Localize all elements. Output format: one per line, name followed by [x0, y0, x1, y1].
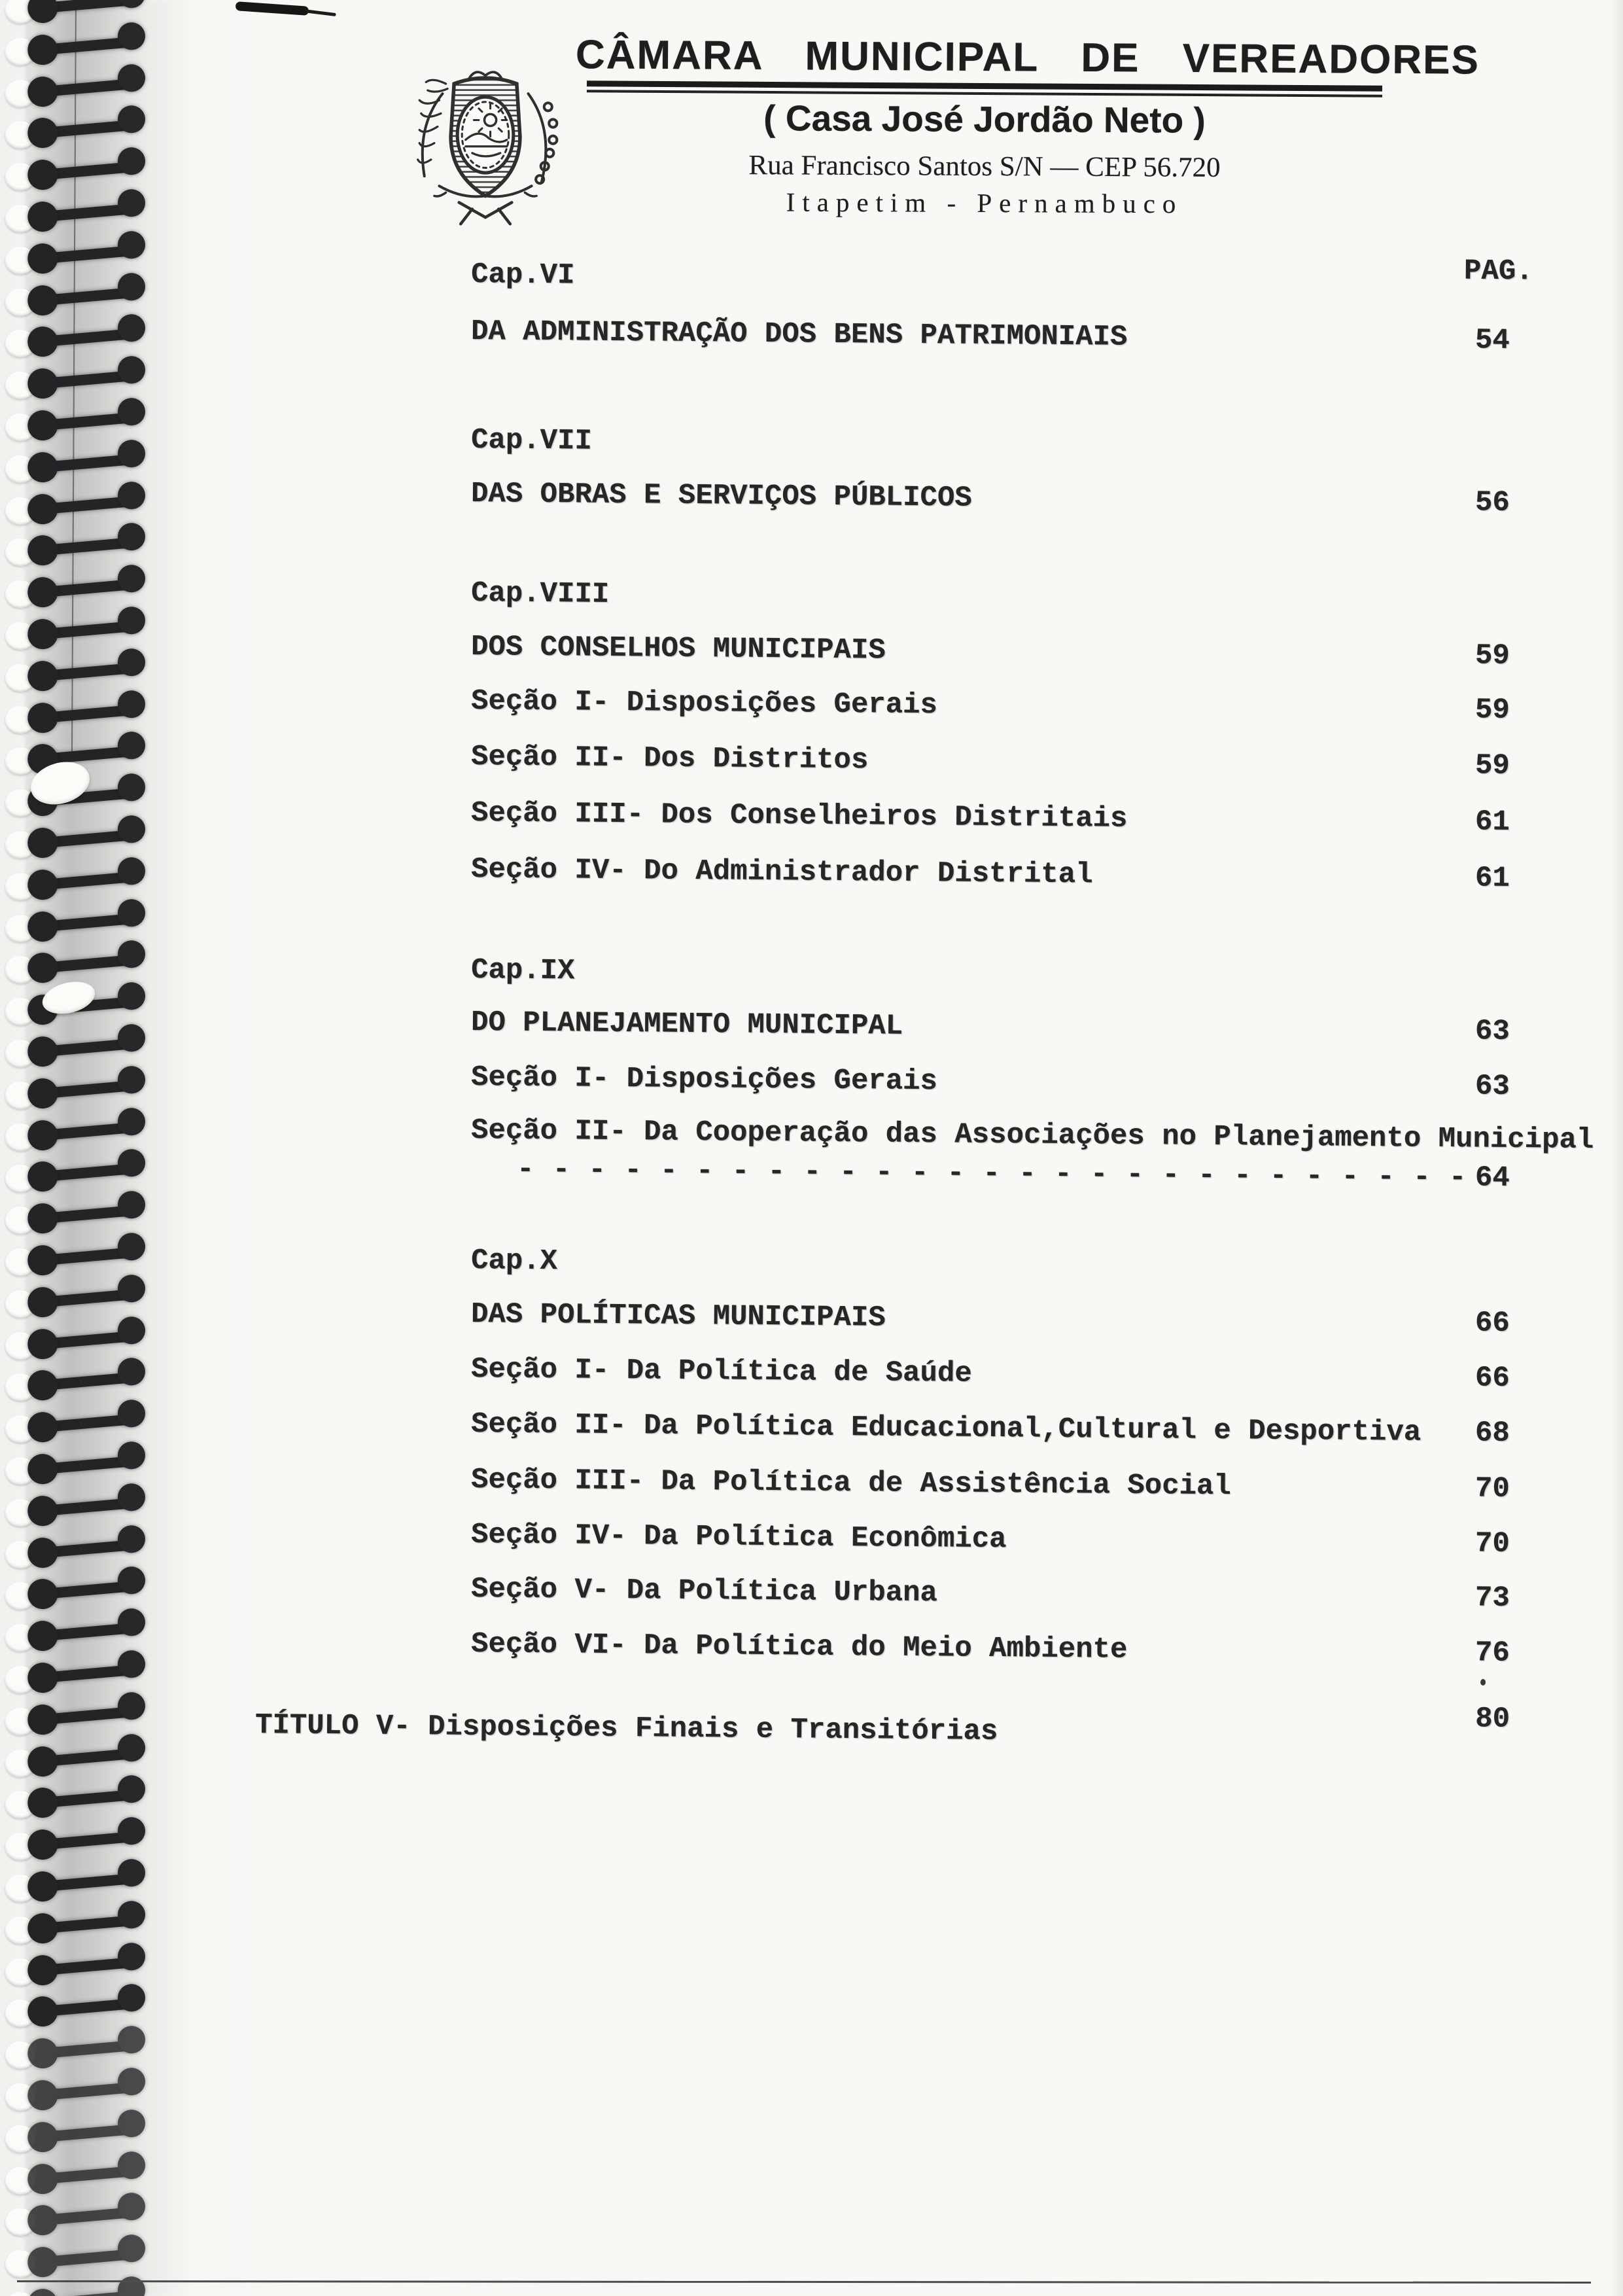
- toc-entry-page: 61: [1475, 862, 1510, 895]
- address-line: Rua Francisco Santos S/N — CEP 56.720: [748, 150, 1221, 183]
- toc-row: [0, 1569, 1623, 1623]
- toc-entry-page: 76: [1475, 1636, 1510, 1670]
- toc-entry-label: Seção III- Da Política de Assistência Social: [470, 1464, 1232, 1504]
- toc-entry-page: 70: [1475, 1472, 1510, 1506]
- page-column-header: PAG.: [1463, 255, 1533, 289]
- toc-row: [0, 474, 1623, 527]
- toc-entry-label: DAS OBRAS E SERVIÇOS PÚBLICOS: [470, 478, 972, 515]
- toc-entry-label: Seção IV- Da Política Econômica: [470, 1519, 1007, 1557]
- toc-row: [0, 627, 1623, 680]
- organization-subtitle: ( Casa José Jordão Neto ): [763, 97, 1206, 141]
- toc-entry-label: DA ADMINISTRAÇÃO DOS BENS PATRIMONIAIS: [470, 315, 1128, 354]
- toc-entry-page: 73: [1475, 1581, 1510, 1615]
- toc-entry-label: Seção I- Disposições Gerais: [470, 685, 938, 722]
- toc-entry-page: 61: [1475, 805, 1510, 839]
- toc-row: [0, 849, 1623, 903]
- toc-row: [0, 573, 1623, 627]
- toc-entry-label: TÍTULO V- Disposições Finais e Transitórias: [254, 1709, 998, 1748]
- toc-entry-label: Cap.VIII: [470, 577, 610, 611]
- toc-row: [0, 1294, 1623, 1348]
- toc-entry-label: Seção II- Da Política Educacional,Cultural e Desportiva: [470, 1408, 1422, 1449]
- toc-entry-label: Seção VI- Da Política do Meio Ambiente: [470, 1628, 1128, 1667]
- toc-row: [0, 737, 1623, 790]
- toc-row: [0, 1057, 1623, 1111]
- toc-entry-label: Cap.VII: [470, 424, 593, 458]
- toc-row: [0, 681, 1623, 735]
- toc-leader-dashes: - - - - - - - - - - - - - - - - - - - - - - - - - - -: [516, 1153, 1467, 1195]
- toc-row: [0, 793, 1623, 847]
- toc-row: [0, 1703, 1623, 1761]
- toc-entry-label: Seção I- Disposições Gerais: [470, 1061, 938, 1099]
- toc-entry-label: DAS POLÍTICAS MUNICIPAIS: [470, 1298, 886, 1335]
- scan-artifact-speck: [1480, 1679, 1486, 1686]
- toc-entry-page: 64: [1475, 1161, 1510, 1195]
- toc-entry-label: Cap.VI: [470, 258, 575, 292]
- city-line: Itapetim - Pernambuco: [786, 186, 1183, 219]
- toc-entry-page: 70: [1475, 1527, 1510, 1561]
- toc-entry-page: 66: [1475, 1307, 1510, 1340]
- toc-entry-label: Seção V- Da Política Urbana: [470, 1573, 938, 1610]
- toc-row: [0, 1002, 1623, 1056]
- toc-entry-label: Cap.IX: [470, 954, 575, 988]
- toc-row: [0, 1460, 1623, 1513]
- toc-entry-page: 63: [1475, 1015, 1510, 1048]
- toc-entry-label: DOS CONSELHOS MUNICIPAIS: [470, 631, 886, 667]
- toc-entry-page: 59: [1475, 749, 1510, 783]
- toc-entry-page: 66: [1475, 1362, 1510, 1395]
- toc-entry-page: 56: [1475, 486, 1510, 520]
- toc-row: [0, 1349, 1623, 1403]
- toc-row: [0, 1515, 1623, 1568]
- toc-entry-label: Seção II- Dos Distritos: [470, 741, 869, 777]
- organization-name: CÂMARA MUNICIPAL DE VEREADORES: [575, 32, 1480, 83]
- toc-entry-label: Seção II- Da Cooperação das Associações no Planejamento Municipal: [470, 1114, 1594, 1157]
- toc-row: [0, 255, 1623, 308]
- toc-entry-label: Seção III- Dos Conselheiros Distritais: [470, 797, 1128, 836]
- toc-entry-label: DO PLANEJAMENTO MUNICIPAL: [470, 1006, 903, 1043]
- toc-entry-page: 54: [1475, 324, 1510, 357]
- toc-entry-page: 63: [1475, 1070, 1510, 1103]
- toc-entry-label: Seção IV- Do Administrador Distrital: [470, 853, 1093, 892]
- toc-entry-label: Seção I- Da Política de Saúde: [470, 1353, 972, 1390]
- toc-entry-page: 80: [1475, 1703, 1510, 1736]
- toc-row: [0, 311, 1623, 365]
- toc-entry-page: 59: [1475, 639, 1510, 673]
- toc-entry-page: 59: [1475, 694, 1510, 727]
- toc-row: [0, 950, 1623, 1004]
- toc-entry-page: 68: [1475, 1417, 1510, 1450]
- toc-row: [0, 1624, 1623, 1678]
- toc-row: [0, 1404, 1623, 1458]
- toc-entry-label: Cap.X: [470, 1245, 558, 1279]
- toc-row: [0, 1241, 1623, 1294]
- toc-row: [0, 420, 1623, 474]
